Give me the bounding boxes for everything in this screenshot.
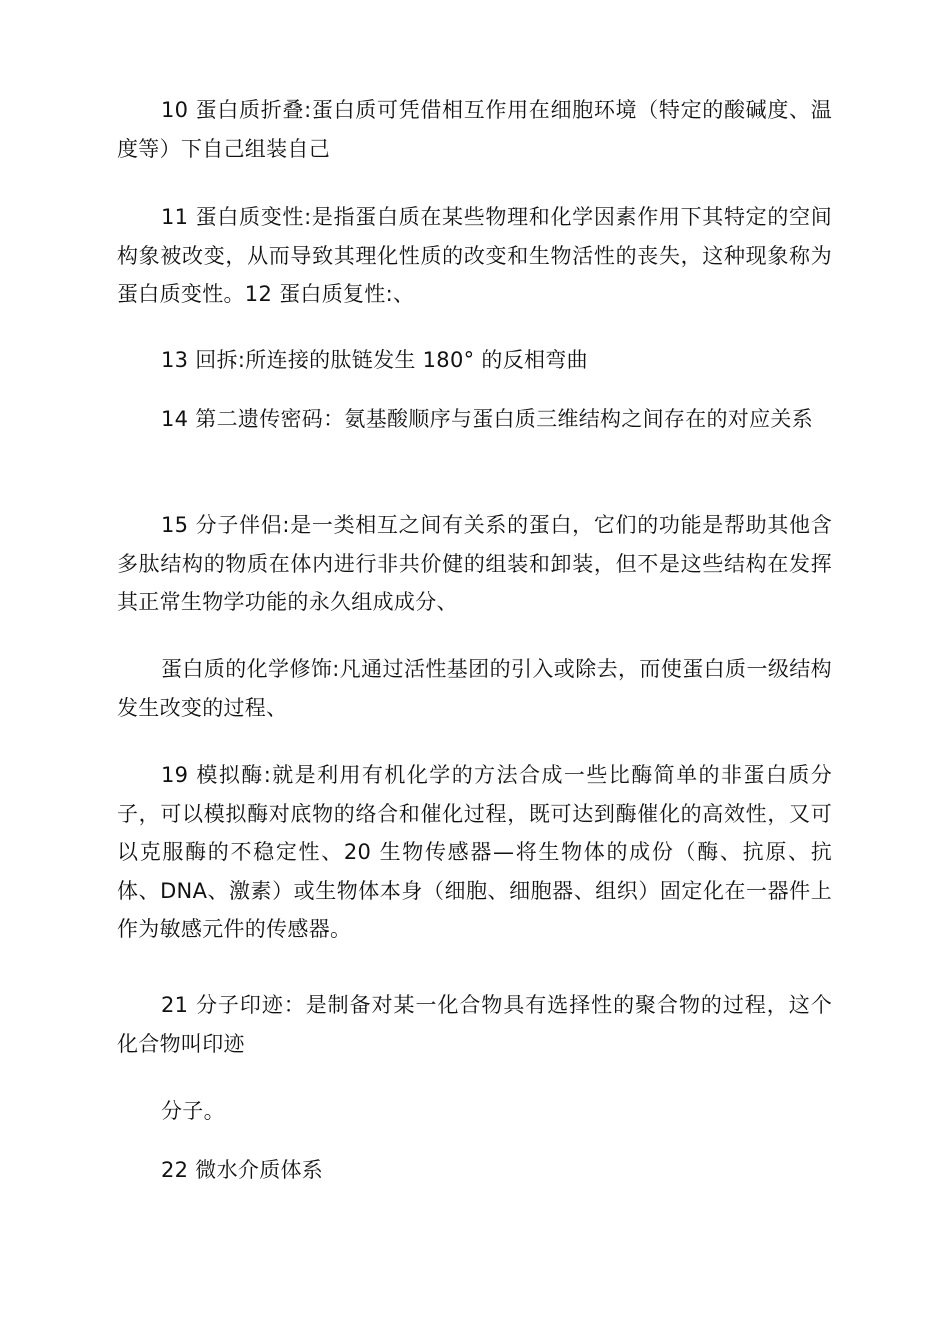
paragraph-micro-aqueous-system: 22 微水介质体系	[161, 1158, 324, 1182]
paragraph-molecular-chaperone: 15 分子伴侣:是一类相互之间有关系的蛋白，它们的功能是帮助其他含多肽结构的物质在体内进行非共价健的组装和卸装，但不是这些结构在发挥其正常生物学功能的永久组成成分、	[117, 513, 832, 614]
paragraph-protein-folding: 10 蛋白质折叠:蛋白质可凭借相互作用在细胞环境（特定的酸碱度、温度等）下自己组装自己	[117, 98, 832, 161]
paragraph-second-genetic-code: 14 第二遗传密码：氨基酸顺序与蛋白质三维结构之间存在的对应关系	[161, 407, 813, 431]
paragraph-molecular-imprinting: 21 分子印迹：是制备对某一化合物具有选择性的聚合物的过程，这个化合物叫印迹	[117, 993, 832, 1056]
paragraph-molecule-continuation: 分子。	[161, 1099, 225, 1123]
paragraph-protein-denaturation: 11 蛋白质变性:是指蛋白质在某些物理和化学因素作用下其特定的空间构象被改变，从而导致其理化性质的改变和生物活性的丧失，这种现象称为蛋白质变性。12 蛋白质复性:、	[117, 205, 832, 306]
paragraph-chemical-modification: 蛋白质的化学修饰:凡通过活性基团的引入或除去，而使蛋白质一级结构发生改变的过程、	[117, 657, 832, 720]
paragraph-mimetic-enzyme-biosensor: 19 模拟酶:就是利用有机化学的方法合成一些比酶简单的非蛋白质分子，可以模拟酶对底物的络合和催化过程，既可达到酶催化的高效性，又可以克服酶的不稳定性、20 生物传感器—将生物体的成份（酶、抗原、抗体、DNA、激素）或生物体本身（细胞、细胞器、组织）固定化在一器件上作为敏感元件的传感器。	[117, 763, 832, 941]
paragraph-beta-turn: 13 回拆:所连接的肽链发生 180° 的反相弯曲	[161, 348, 588, 372]
